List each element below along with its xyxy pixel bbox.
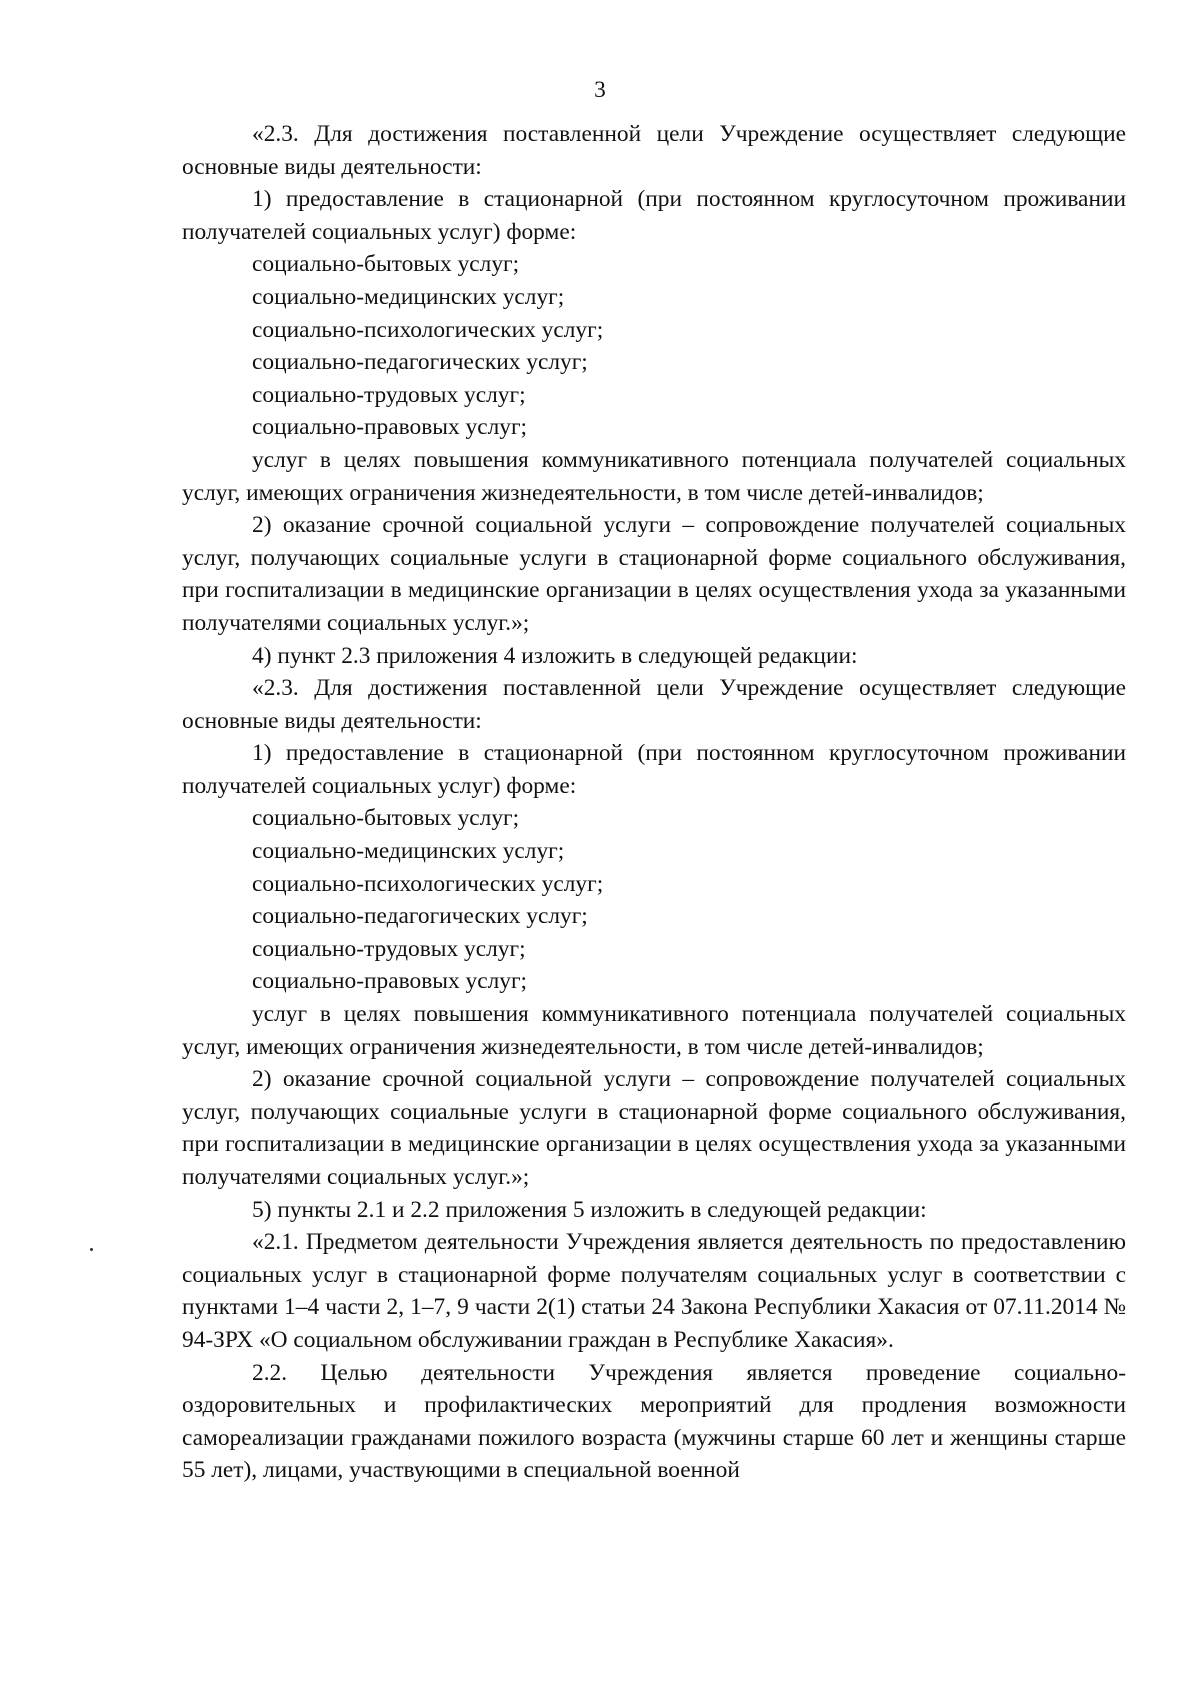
- paragraph: «2.1. Предметом деятельности Учреждения является деятельность по предоставлению социальных услуг в стационарной форме получателям социальных услуг в соответствии с пунктами 1–4 части 2, 1–7, 9 части 2(1) статьи 24 Закона Республики Хакасия от 07.11.2014 № 94-ЗРХ «О социальном обслуживании граждан в Республике Хакасия».: [182, 1229, 1126, 1353]
- list-item: социально-психологических услуг;: [252, 870, 604, 897]
- list-item: социально-психологических услуг;: [252, 316, 604, 343]
- list-item: социально-педагогических услуг;: [252, 903, 588, 930]
- list-item: социально-правовых услуг;: [252, 968, 528, 995]
- scan-speck: [90, 1248, 93, 1251]
- list-item: социально-правовых услуг;: [252, 414, 528, 441]
- list-item: социально-бытовых услуг;: [252, 251, 520, 278]
- paragraph: «2.3. Для достижения поставленной цели Учреждение осуществляет следующие основные виды деятельности:: [182, 675, 1126, 734]
- paragraph: 5) пункты 2.1 и 2.2 приложения 5 изложить в следующей редакции:: [252, 1196, 927, 1223]
- paragraph: 4) пункт 2.3 приложения 4 изложить в следующей редакции:: [252, 642, 858, 669]
- paragraph: 1) предоставление в стационарной (при постоянном круглосуточном проживании получателей социальных услуг) форме:: [182, 740, 1126, 799]
- paragraph: 2.2. Целью деятельности Учреждения является проведение социально-оздоровительных и профилактических мероприятий для продления возможности самореализации гражданами пожилого возраста (мужчины старше 60 лет и женщины старше 55 лет), лицами, участвующими в специальной военной: [182, 1359, 1126, 1484]
- paragraph: услуг в целях повышения коммуникативного потенциала получателей социальных услуг, имеющих ограничения жизнедеятельности, в том числе детей-инвалидов;: [182, 446, 1126, 506]
- list-item: социально-трудовых услуг;: [252, 935, 526, 962]
- paragraph: 1) предоставление в стационарной (при постоянном круглосуточном проживании получателей социальных услуг) форме:: [182, 186, 1126, 245]
- paragraph: 2) оказание срочной социальной услуги – сопровождение получателей социальных услуг, получающих социальные услуги в стационарной форме социального обслуживания, при госпитализации в медицинские организации в целях осуществления ухода за указанными получателями социальных услуг.»;: [182, 1066, 1126, 1190]
- list-item: социально-педагогических услуг;: [252, 349, 588, 376]
- list-item: социально-трудовых услуг;: [252, 381, 526, 408]
- paragraph: 2) оказание срочной социальной услуги – сопровождение получателей социальных услуг, получающих социальные услуги в стационарной форме социального обслуживания, при госпитализации в медицинские организации в целях осуществления ухода за указанными получателями социальных услуг.»;: [182, 512, 1126, 636]
- list-item: социально-медицинских услуг;: [252, 283, 565, 310]
- paragraph: услуг в целях повышения коммуникативного потенциала получателей социальных услуг, имеющих ограничения жизнедеятельности, в том числе детей-инвалидов;: [182, 1001, 1126, 1060]
- page-number: 3: [594, 77, 606, 103]
- paragraph: «2.3. Для достижения поставленной цели Учреждение осуществляет следующие основные виды деятельности:: [182, 121, 1126, 180]
- document-body: [182, 118, 1126, 1487]
- list-item: социально-медицинских услуг;: [252, 838, 565, 865]
- list-item: социально-бытовых услуг;: [252, 805, 520, 832]
